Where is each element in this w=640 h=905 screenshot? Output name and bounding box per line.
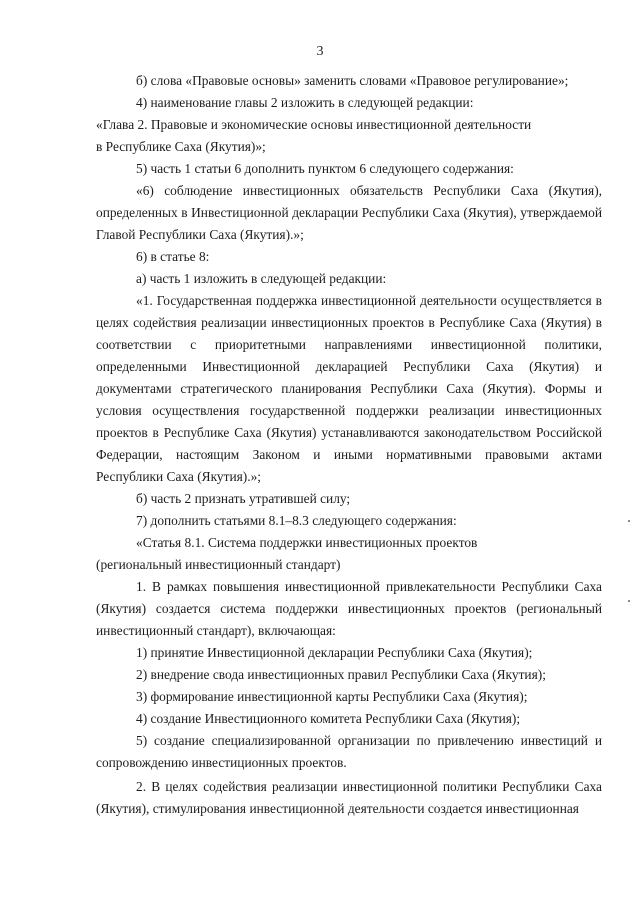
list-item-4: 4) создание Инвестиционного комитета Республики Саха (Якутия); (136, 711, 521, 726)
page-number: 3 (316, 44, 324, 59)
paragraph-9: «1. Государственная поддержка инвестиционной деятельности осуществляется в целях содействия реализации инвестиционных проектов в Республике Саха (Якутия) в соответствии с приоритетными направлениями инвестиционной политики, определенными Инвестиционной декларацией Республики Саха (Якутия) и документами стратегического планирования Республики Саха (Якутия). Формы и условия осуществления государственной поддержки реализации инвестиционных проектов в Республике Саха (Якутия) устанавливаются законодательством Российской Федерации, настоящим Законом и иными нормативными правовыми актами Республики Саха (Якутия).»; (96, 293, 602, 484)
paragraph-11: 7) дополнить статьями 8.1–8.3 следующего содержания: (136, 513, 457, 528)
document-body (96, 70, 602, 820)
paragraph-5: 5) часть 1 статьи 6 дополнить пунктом 6 следующего содержания: (136, 161, 514, 176)
list-item-3: 3) формирование инвестиционной карты Республики Саха (Якутия); (136, 689, 528, 704)
paragraph-6: «6) соблюдение инвестиционных обязательств Республики Саха (Якутия), определенных в Инвестиционной декларации Республики Саха (Якутия), утверждаемой Главой Республики Саха (Якутия).»; (96, 183, 602, 242)
paragraph-2: 4) наименование главы 2 изложить в следующей редакции: (136, 95, 474, 110)
article-heading-line-2: (региональный инвестиционный стандарт) (96, 557, 341, 572)
chapter-heading-line-1: «Глава 2. Правовые и экономические основы инвестиционной деятельности (96, 117, 532, 132)
list-item-5: 5) создание специализированной организации по привлечению инвестиций и сопровождению инвестиционных проектов. (96, 733, 602, 770)
list-item-2: 2) внедрение свода инвестиционных правил Республики Саха (Якутия); (136, 667, 546, 682)
paragraph-20: 2. В целях содействия реализации инвестиционной политики Республики Саха (Якутия), стимулирования инвестиционной деятельности создается инвестиционная (96, 779, 602, 816)
paragraph-7: 6) в статье 8: (136, 249, 210, 264)
paragraph-8: а) часть 1 изложить в следующей редакции: (136, 271, 387, 286)
list-item-1: 1) принятие Инвестиционной декларации Республики Саха (Якутия); (136, 645, 533, 660)
paragraph-1: б) слова «Правовые основы» заменить словами «Правовое регулирование»; (136, 73, 569, 88)
paragraph-14: 1. В рамках повышения инвестиционной привлекательности Республики Саха (Якутия) создается система поддержки инвестиционных проектов (региональный инвестиционный стандарт), включающая: (96, 579, 602, 638)
scan-speck (628, 520, 630, 522)
article-heading-line-1: «Статья 8.1. Система поддержки инвестиционных проектов (136, 535, 478, 550)
paragraph-10: б) часть 2 признать утратившей силу; (136, 491, 351, 506)
scan-speck (628, 600, 630, 602)
chapter-heading-line-2: в Республике Саха (Якутия)»; (96, 139, 266, 154)
